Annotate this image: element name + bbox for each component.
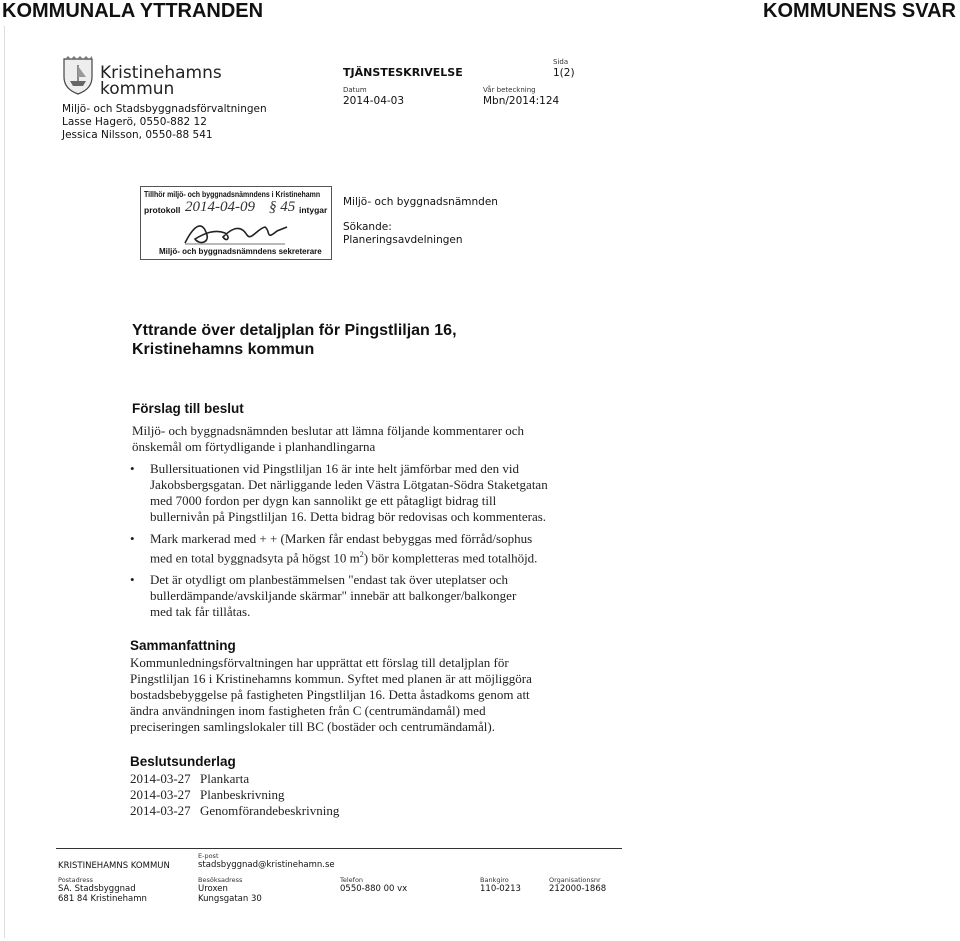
contact-line-2: Jessica Nilsson, 0550-88 541	[62, 129, 213, 141]
bullet1-line4: bullernivån på Pingstliljan 16. Detta bidrag bör redovisas och kommenteras.	[150, 509, 547, 524]
reference-label: Vår beteckning	[483, 86, 536, 94]
decision-basis-document: Genomförandebeskrivning	[200, 803, 340, 818]
proposal-bullet-list	[130, 461, 610, 626]
applicant-label: Sökande:	[343, 221, 392, 233]
footer-email-label: E-post	[198, 852, 219, 860]
stamp-line-1: Tillhör miljö- och byggnadsnämndens i Kristinehamn	[144, 189, 321, 199]
bullet3-line1: • Det är otydligt om planbestämmelsen "endast tak över uteplatser och	[150, 572, 509, 588]
decision-basis-document: Planbeskrivning	[200, 787, 285, 802]
decision-basis-row	[130, 787, 339, 803]
coat-of-arms-logo	[62, 55, 94, 95]
bullet3-line3: med tak får tillåtas.	[150, 604, 251, 620]
decision-basis-row	[130, 803, 339, 819]
municipality-name-line1: Kristinehamns	[100, 63, 222, 83]
proposal-bullet-noise	[130, 461, 610, 525]
footer-orgnr: 212000-1868	[549, 884, 607, 894]
date-label: Datum	[343, 86, 367, 94]
proposal-bullet-balconies	[130, 572, 610, 620]
square-superscript: 2	[359, 550, 364, 559]
decision-basis-date: 2014-03-27	[130, 787, 191, 802]
decision-basis-date: 2014-03-27	[130, 803, 191, 818]
department-name: Miljö- och Stadsbyggnadsförvaltningen	[62, 103, 267, 115]
page-label: Sida	[553, 58, 569, 66]
footer-visit-line2: Kungsgatan 30	[198, 894, 262, 904]
footer-bankgiro: 110-0213	[480, 884, 521, 894]
decision-basis-date: 2014-03-27	[130, 771, 191, 786]
bullet2-line1: • Mark markerad med + + (Marken får endast bebyggas med förråd/sophus	[150, 531, 533, 546]
footer-org-name: KRISTINEHAMNS KOMMUN	[58, 861, 170, 871]
footer-visit-label: Besöksadress	[198, 876, 243, 884]
bullet1-line1: • Bullersituationen vid Pingstliljan 16 är inte helt jämförbar med den vid	[150, 461, 519, 476]
footer-divider	[56, 848, 622, 849]
proposal-intro-line1: Miljö- och byggnadsnämnden beslutar att lämna följande kommentarer och	[132, 423, 525, 438]
footer-postal-label: Postadress	[58, 876, 94, 884]
decision-basis-row	[130, 771, 339, 787]
footer-phone: 0550-880 00 vx	[340, 884, 408, 894]
bullet1-line3: med 7000 fordon per dygn kan sannolikt ge ett påtagligt bidrag till	[150, 493, 497, 508]
summary-heading: Sammanfattning	[130, 638, 236, 653]
summary-line1: Kommunledningsförvaltningen har upprättat ett förslag till detaljplan för	[130, 655, 509, 670]
bullet3-line2: bullerdämpande/avskiljande skärmar" innebär att balkonger/balkonger	[150, 588, 517, 604]
summary-line4: ändra användningen inom fastigheten från C (centrumändamål) med	[130, 703, 486, 718]
stamp-secretary-label: Miljö- och byggnadsnämndens sekreterare	[159, 247, 322, 256]
stamp-handwritten-date: 2014-04-09	[185, 199, 255, 215]
footer-postal-line2: 681 84 Kristinehamn	[58, 894, 147, 904]
page-header-right: KOMMUNENS SVAR	[763, 0, 956, 22]
contact-line-1: Lasse Hagerö, 0550-882 12	[62, 116, 207, 128]
decision-basis-list	[130, 771, 339, 819]
footer-visit-line1: Uroxen	[198, 884, 228, 894]
document-type: TJÄNSTESKRIVELSE	[343, 66, 463, 79]
bullet1-line2: Jakobsbergsgatan. Det närliggande leden Västra Lötgatan-Södra Staketgatan	[150, 477, 548, 492]
document-title-line2: Kristinehamns kommun	[132, 341, 315, 358]
proposal-intro	[132, 423, 612, 455]
summary-line5: preciseringen samlingslokaler till BC (bostäder och centrumändamål).	[130, 719, 495, 734]
stamp-protocol-label: protokoll	[144, 205, 181, 215]
page-number: 1(2)	[553, 67, 575, 79]
bullet2-line2-end: ) bör kompletteras med totalhöjd.	[363, 550, 538, 566]
summary-text	[130, 655, 630, 735]
decision-basis-document: Plankarta	[200, 771, 250, 786]
footer-phone-label: Telefon	[340, 876, 364, 884]
page-header-left: KOMMUNALA YTTRANDEN	[2, 0, 264, 22]
decision-basis-heading: Beslutsunderlag	[130, 754, 236, 769]
footer-orgnr-label: Organisationsnr	[549, 876, 601, 884]
footer-bankgiro-label: Bankgiro	[480, 876, 509, 884]
applicant-name: Planeringsavdelningen	[343, 234, 463, 246]
secretary-signature	[181, 219, 291, 247]
proposal-heading: Förslag till beslut	[132, 401, 244, 416]
municipality-name-line2: kommun	[100, 79, 175, 99]
summary-line2: Pingstliljan 16 i Kristinehamns kommun. Syftet med planen är att möjliggöra	[130, 671, 532, 686]
recipient-committee: Miljö- och byggnadsnämnden	[343, 196, 498, 208]
bullet2-line2	[150, 547, 610, 566]
bullet2-line2-text: med en total byggnadsyta på högst 10 m	[150, 550, 360, 566]
proposal-bullet-storage	[130, 531, 610, 566]
date-value: 2014-04-03	[343, 95, 405, 107]
proposal-intro-line2: önskemål om förtydligande i planhandlingarna	[132, 439, 376, 454]
stamp-handwritten-paragraph: § 45	[269, 199, 296, 215]
reference-value: Mbn/2014:124	[483, 95, 560, 107]
footer-email: stadsbyggnad@kristinehamn.se	[198, 860, 335, 870]
document-title-line1: Yttrande över detaljplan för Pingstliljan 16,	[132, 322, 457, 339]
footer-postal-line1: SA. Stadsbyggnad	[58, 884, 136, 894]
stamp-certifies-label: intygar	[299, 205, 328, 215]
protocol-stamp	[140, 186, 332, 260]
summary-line3: bostadsbebyggelse på fastigheten Pingstliljan 16. Detta åstadkoms genom att	[130, 687, 530, 702]
